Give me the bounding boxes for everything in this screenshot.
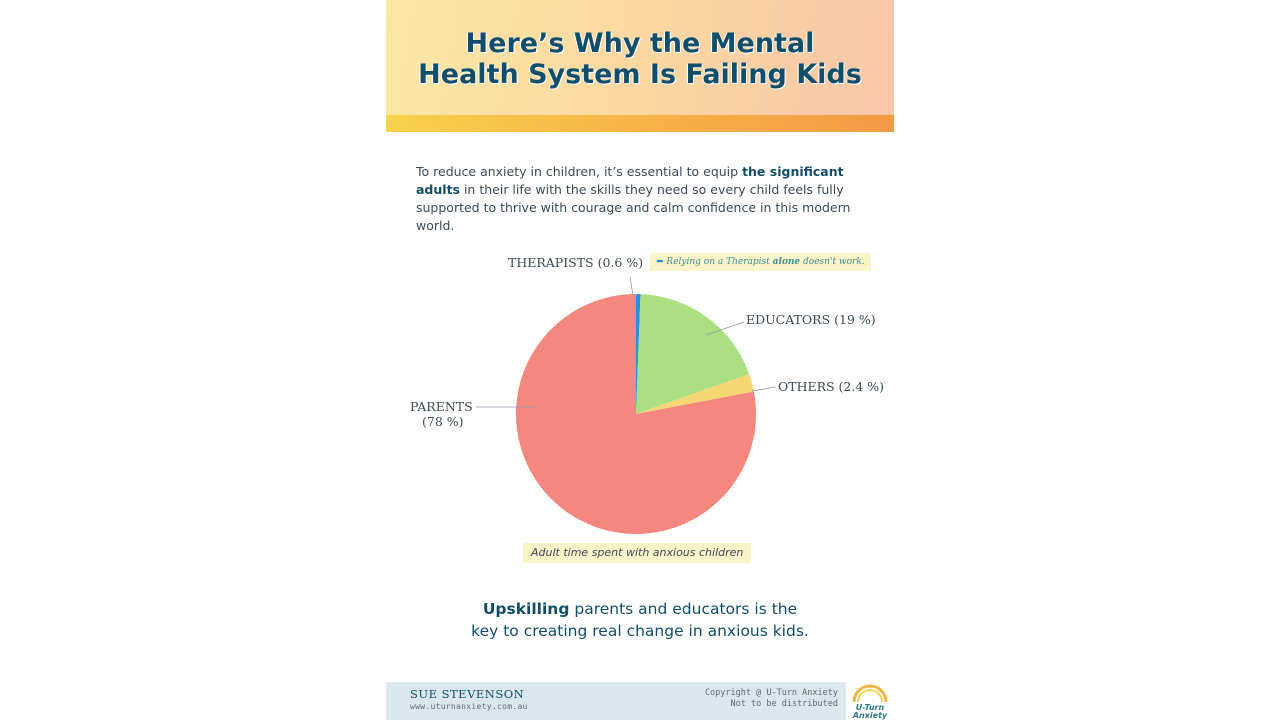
author-name: SUE STEVENSON: [410, 687, 525, 701]
leader-others: [752, 387, 776, 391]
label-parents-line1: PARENTS: [410, 399, 473, 414]
note-arrow: ⬅: [656, 257, 664, 267]
closing-statement: [386, 598, 894, 642]
closing-bold: Upskilling: [482, 600, 570, 618]
logo-line-2: Anxiety: [852, 711, 888, 720]
label-therapists: THERAPISTS (0.6 %): [508, 255, 644, 270]
label-others: OTHERS (2.4 %): [778, 379, 885, 394]
intro-paragraph: [416, 163, 862, 235]
uturn-logo-icon: [848, 680, 892, 720]
intro-text-1: To reduce anxiety in children, it’s essential to equip: [416, 164, 743, 179]
pie-chart: [386, 250, 894, 550]
infographic-card: [386, 0, 894, 720]
distribution-line: Not to be distributed: [730, 699, 838, 709]
website-link[interactable]: www.uturnanxiety.com.au: [410, 702, 528, 711]
page-title: [386, 28, 894, 90]
title-line-2: Health System Is Failing Kids: [418, 59, 862, 90]
intro-bold: the significant adults: [416, 164, 844, 197]
closing-line2: key to creating real change in anxious kids.: [471, 622, 809, 640]
copyright-notice: [705, 688, 838, 710]
chart-caption: Adult time spent with anxious children: [523, 543, 751, 563]
copyright-line: Copyright @ U-Turn Anxiety: [704, 688, 838, 698]
note-bold: alone: [772, 257, 801, 267]
logo-line-1: U-Turn: [855, 703, 885, 712]
header-strip: [386, 115, 894, 132]
label-parents-line2: (78 %): [422, 414, 464, 429]
note-text-2: doesn't work.: [800, 257, 865, 267]
note-text-1: Relying on a Therapist: [666, 257, 773, 267]
footer-bar: [386, 682, 846, 720]
title-line-1: Here’s Why the Mental: [465, 28, 815, 59]
label-educators: EDUCATORS (19 %): [746, 312, 876, 327]
leader-therapists: [630, 277, 633, 295]
closing-line1: parents and educators is the: [569, 600, 798, 618]
intro-text-2: in their life with the skills they need so every child feels fully supported to thrive with courage and calm confidence in this modern world.: [416, 182, 851, 233]
